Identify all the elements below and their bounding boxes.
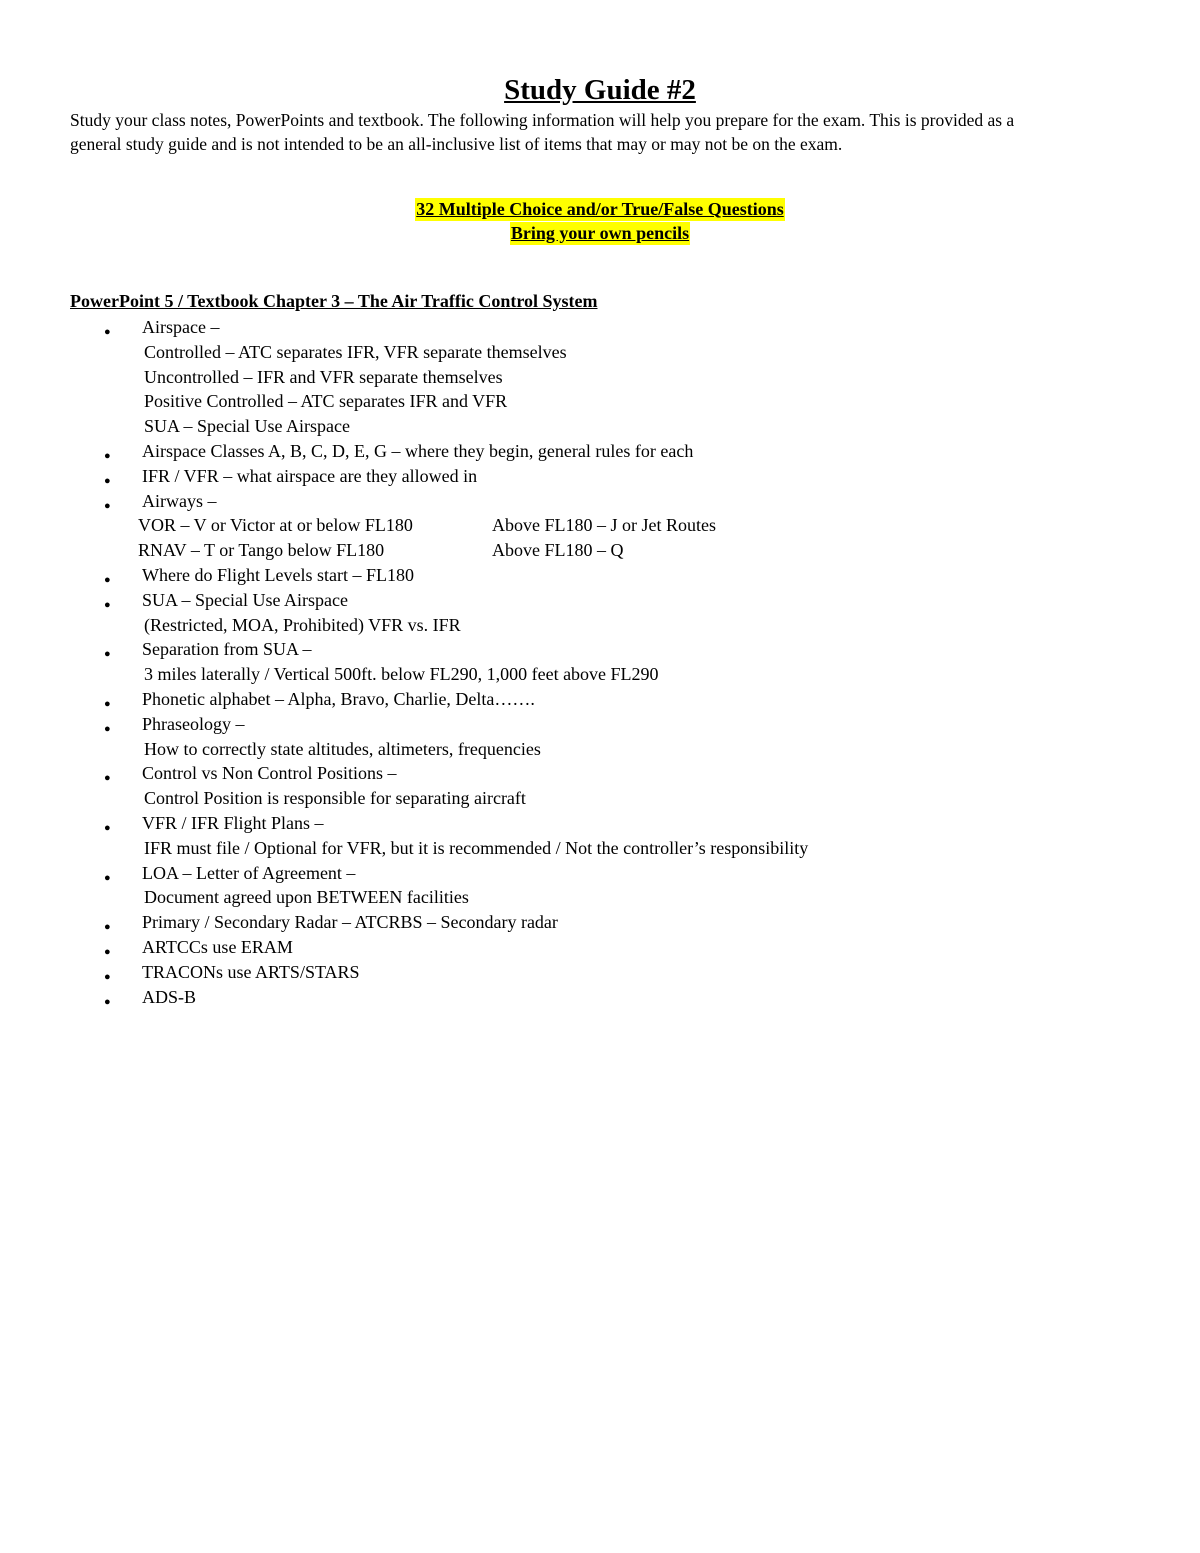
bullet-icon: ● — [104, 326, 111, 338]
list-item — [0, 588, 1200, 638]
page-title: Study Guide #2 — [504, 74, 696, 106]
bullet-icon: ● — [104, 648, 111, 661]
bullet-icon: ● — [104, 573, 111, 586]
bullet-icon: ● — [104, 821, 111, 834]
list-item-detail: SUA – Special Use Airspace — [144, 416, 350, 437]
list-item-label: Phonetic alphabet – Alpha, Bravo, Charlie, Delta……. — [142, 688, 535, 709]
list-item-detail: Uncontrolled – IFR and VFR separate themselves — [144, 366, 503, 387]
list-item-label: ADS-B — [142, 986, 197, 1007]
bullet-icon: ● — [104, 995, 111, 1008]
list-item — [0, 315, 1200, 439]
bullet-icon: ● — [104, 970, 111, 983]
list-item — [0, 687, 1200, 712]
list-item-label: SUA – Special Use Airspace — [142, 589, 348, 610]
list-item-label: Control vs Non Control Positions – — [142, 763, 397, 784]
list-item-label: IFR / VFR – what airspace are they allowed in — [142, 465, 478, 486]
list-item-label: Primary / Secondary Radar – ATCRBS – Secondary radar — [142, 912, 558, 933]
list-item-label: Airspace Classes A, B, C, D, E, G – where they begin, general rules for each — [142, 440, 694, 461]
bullet-icon: ● — [104, 499, 111, 512]
list-item — [0, 637, 1200, 687]
bullet-icon: ● — [104, 697, 111, 710]
airway-low-altitude: VOR – V or Victor at or below FL180 — [138, 515, 413, 536]
list-item — [0, 935, 1200, 960]
list-item-detail: Controlled – ATC separates IFR, VFR separate themselves — [144, 341, 567, 362]
bullet-icon: ● — [104, 474, 111, 487]
list-item — [0, 489, 1200, 563]
list-item-label: ARTCCs use ERAM — [142, 936, 293, 957]
bullet-icon: ● — [104, 449, 111, 462]
list-item — [0, 910, 1200, 935]
list-item-detail: How to correctly state altitudes, altimeters, frequencies — [144, 738, 541, 759]
list-item-label: Phraseology – — [142, 713, 245, 734]
question-count-note: 32 Multiple Choice and/or True/False Questions — [416, 199, 784, 219]
list-item — [0, 439, 1200, 464]
list-item — [0, 563, 1200, 588]
section-heading: PowerPoint 5 / Textbook Chapter 3 – The Air Traffic Control System — [70, 291, 598, 311]
list-item — [0, 811, 1200, 861]
airway-low-altitude: RNAV – T or Tango below FL180 — [138, 540, 385, 561]
list-item — [0, 761, 1200, 811]
list-item-label: Airways – — [142, 490, 217, 511]
intro-line: Study your class notes, PowerPoints and textbook. The following information will help you prepare for the exam. This is provided as a — [70, 110, 1015, 130]
list-item-label: Separation from SUA – — [142, 639, 312, 660]
list-item-label: Where do Flight Levels start – FL180 — [142, 564, 414, 585]
bullet-icon: ● — [104, 945, 111, 958]
exam-callout — [0, 197, 1200, 245]
airway-row — [138, 538, 1200, 563]
bullet-icon: ● — [104, 871, 111, 884]
list-item-label: VFR / IFR Flight Plans – — [142, 812, 324, 833]
list-item-detail: Control Position is responsible for separating aircraft — [144, 788, 526, 809]
airway-high-altitude: Above FL180 – J or Jet Routes — [492, 515, 716, 536]
list-item-label: Airspace – — [142, 317, 220, 337]
bullet-icon: ● — [104, 722, 111, 735]
pencils-note: Bring your own pencils — [510, 223, 690, 243]
list-item-label: LOA – Letter of Agreement – — [142, 862, 356, 883]
list-item-label: TRACONs use ARTS/STARS — [142, 961, 360, 982]
list-item-detail: IFR must file / Optional for VFR, but it is recommended / Not the controller’s responsibility — [144, 837, 809, 858]
list-item — [0, 464, 1200, 489]
list-item — [0, 712, 1200, 762]
list-item — [0, 861, 1200, 911]
airway-high-altitude: Above FL180 – Q — [492, 540, 624, 561]
airway-row — [138, 513, 1200, 538]
list-item-detail: Document agreed upon BETWEEN facilities — [144, 887, 469, 908]
list-item — [0, 960, 1200, 985]
bullet-icon: ● — [104, 921, 111, 934]
bullet-icon: ● — [104, 772, 111, 785]
list-item-detail: 3 miles laterally / Vertical 500ft. below FL290, 1,000 feet above FL290 — [144, 664, 659, 685]
list-item — [0, 985, 1200, 1010]
intro-line: general study guide and is not intended to be an all-inclusive list of items that may or may not be on the exam. — [70, 134, 843, 154]
topic-list — [0, 315, 1200, 1009]
list-item-detail: Positive Controlled – ATC separates IFR and VFR — [144, 391, 508, 412]
list-item-detail: (Restricted, MOA, Prohibited) VFR vs. IFR — [144, 614, 461, 635]
bullet-icon: ● — [104, 598, 111, 611]
intro-paragraph — [70, 108, 1150, 156]
